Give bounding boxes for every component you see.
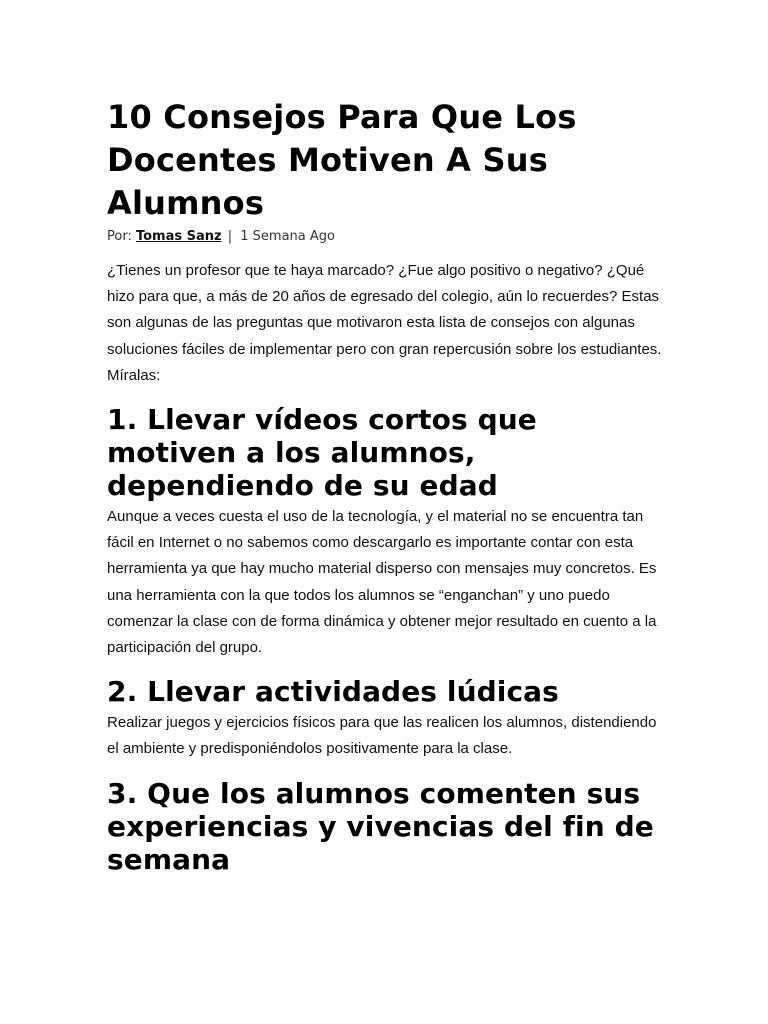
section-1 xyxy=(107,403,668,661)
section-body: Aunque a veces cuesta el uso de la tecnología, y el material no se encuentra tan fácil en Internet o no sabemos como descargarlo es importante contar con esta herramienta ya que hay mucho material disperso con mensajes muy concretos. Es una herramienta con la que todos los alumnos se “enganchan” y uno puedo comenzar la clase con de forma dinámica y obtener mejor resultado en cuento a la participación del grupo. xyxy=(107,508,657,657)
byline xyxy=(107,228,668,246)
intro-paragraph: ¿Tienes un profesor que te haya marcado? ¿Fue algo positivo o negativo? ¿Qué hizo para que, a más de 20 años de egresado del colegio, aún lo recuerdes? Estas son algunas de las preguntas que motivaron esta lista de consejos con algunas soluciones fáciles de implementar pero con gran repercusión sobre los estudiantes. Míralas: xyxy=(107,262,662,384)
section-2 xyxy=(107,675,668,762)
byline-separator: | xyxy=(227,229,233,244)
section-3 xyxy=(107,777,668,876)
section-heading: 3. Que los alumnos comenten sus experiencias y vivencias del fin de semana xyxy=(107,776,654,876)
article-title: 10 Consejos Para Que Los Docentes Motiven A Sus Alumnos xyxy=(107,98,577,222)
section-heading: 1. Llevar vídeos cortos que motiven a los alumnos, dependiendo de su edad xyxy=(107,403,537,503)
byline-date: 1 Semana Ago xyxy=(240,229,335,244)
byline-prefix: Por: xyxy=(107,229,132,244)
author-link[interactable]: Tomas Sanz xyxy=(135,229,222,244)
section-heading: 2. Llevar actividades lúdicas xyxy=(107,675,559,709)
section-body: Realizar juegos y ejercicios físicos para que las realicen los alumnos, distendiendo el ambiente y predisponiéndolos positivamente para la clase. xyxy=(107,714,657,758)
